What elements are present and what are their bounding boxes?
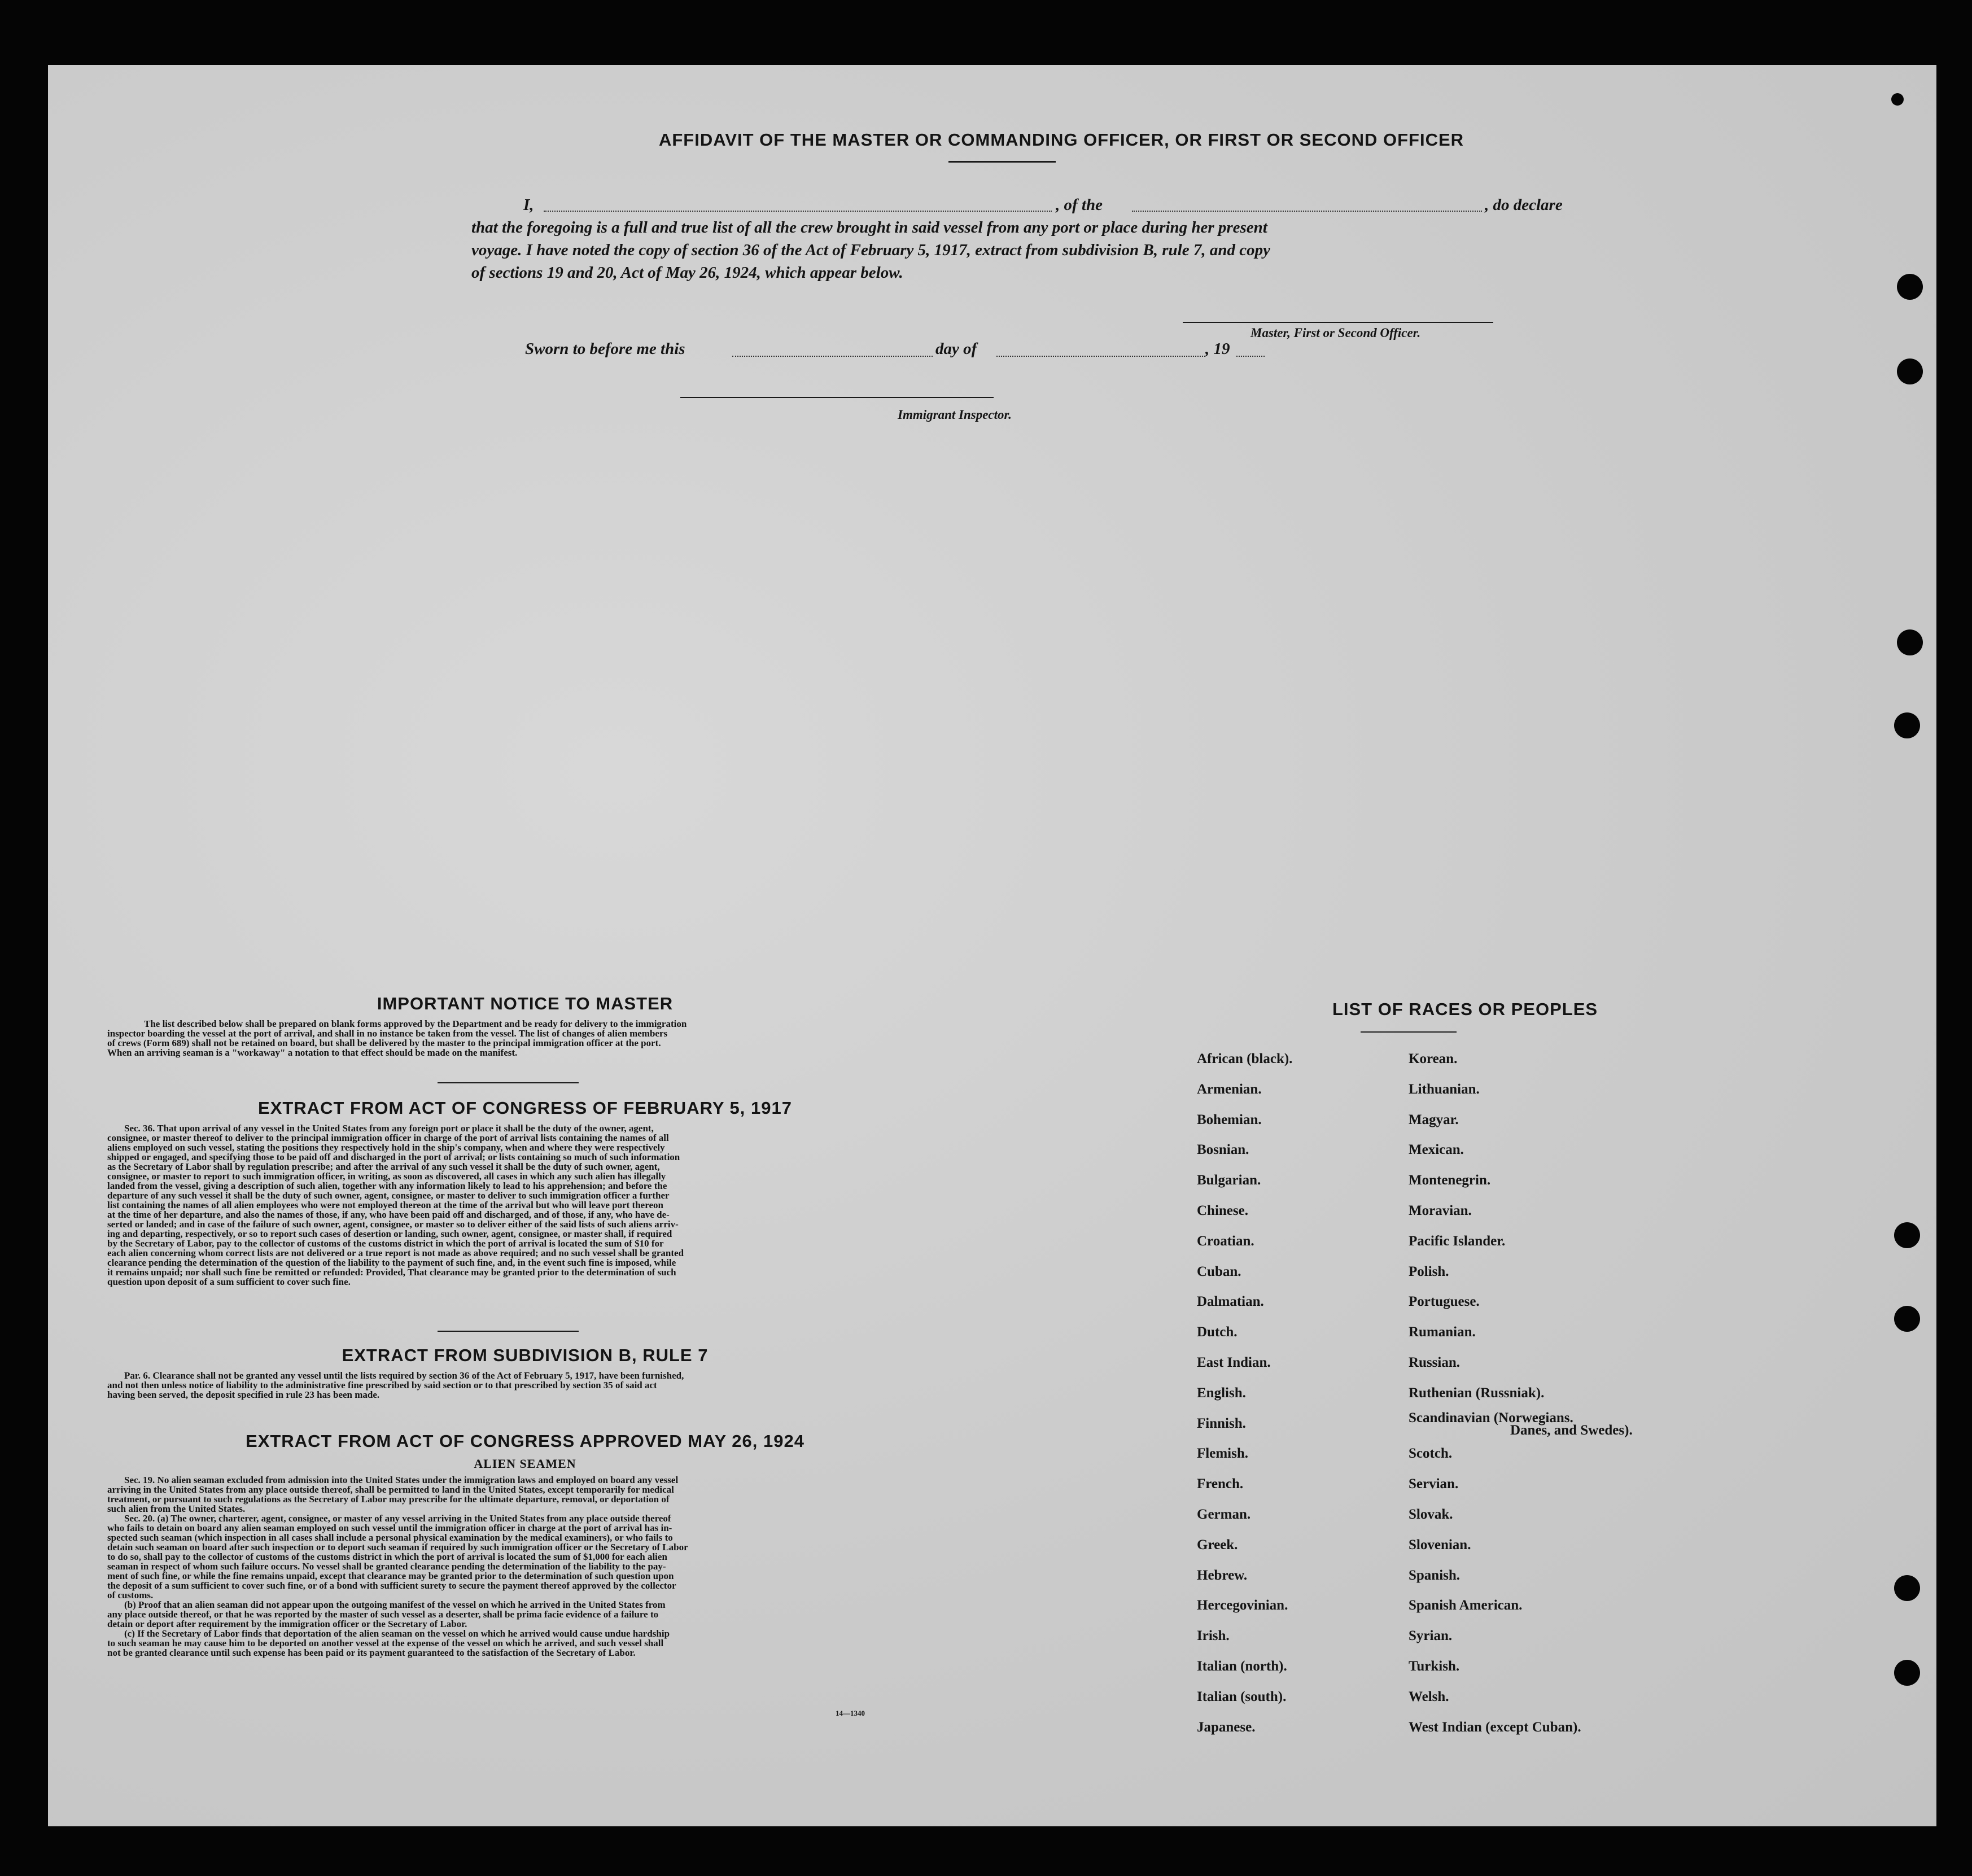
race-right-item: Syrian. bbox=[1409, 1628, 1453, 1643]
extract-1924-line: (c) If the Secretary of Labor finds that deportation of the alien seaman on the vessel on which he arrived would cause undue hardship bbox=[124, 1628, 670, 1639]
extract-1924-line: ment of such fine, or while the fine remains unpaid, except that clearance may be granted prior to the determination of such question upon bbox=[107, 1571, 674, 1581]
sworn-day-line[interactable] bbox=[732, 356, 933, 357]
extract-1917-text bbox=[107, 1123, 971, 1287]
race-right-item: Welsh. bbox=[1409, 1689, 1449, 1704]
extract-1917-line: each alien concerning whom correct lists are not delivered or a true report is not made as above required; and no such vessel shall be granted bbox=[107, 1248, 684, 1258]
race-right-continuation: Danes, and Swedes). bbox=[1510, 1423, 1633, 1438]
sworn-month-line[interactable] bbox=[996, 356, 1205, 357]
subdivision-b-line: having been served, the deposit specified in rule 23 has been made. bbox=[107, 1389, 380, 1400]
extract-1917-title: EXTRACT FROM ACT OF CONGRESS OF FEBRUARY 5, 1917 bbox=[258, 1098, 792, 1118]
extract-1924-line: such alien from the United States. bbox=[107, 1503, 246, 1514]
race-left-item: Dutch. bbox=[1197, 1324, 1238, 1340]
extract-1917-line: clearance pending the determination of the question of the liability to the payment of such fine, and, in the event such fine is imposed, while bbox=[107, 1257, 676, 1268]
race-left-item: English. bbox=[1197, 1385, 1246, 1401]
extract-1917-line: it remains unpaid; nor shall such fine be remitted or refunded: Provided, That clearance may be granted prior to the determination of such bbox=[107, 1267, 676, 1278]
affidavit-line-2: that the foregoing is a full and true list of all the crew brought in said vessel from any port or place during her present bbox=[471, 218, 1267, 237]
race-left-item: Finnish. bbox=[1197, 1416, 1246, 1431]
race-right-item: Magyar. bbox=[1409, 1112, 1459, 1127]
race-right-item: Mexican. bbox=[1409, 1142, 1464, 1157]
subdivision-b-text bbox=[107, 1371, 971, 1400]
sworn-year-line[interactable] bbox=[1236, 356, 1265, 357]
extract-1924-line: seaman in respect of whom such failure occurs. No vessel shall be granted clearance pending the determination of the liability to the pay- bbox=[107, 1561, 666, 1572]
binder-hole bbox=[1894, 1660, 1920, 1686]
subdivision-b-title: EXTRACT FROM SUBDIVISION B, RULE 7 bbox=[342, 1345, 709, 1365]
race-left-item: Hercegovinian. bbox=[1197, 1598, 1288, 1613]
notice-text bbox=[107, 1019, 971, 1057]
race-right-item: Turkish. bbox=[1409, 1659, 1460, 1674]
races-rule bbox=[1361, 1031, 1457, 1033]
extract-1917-line: Sec. 36. That upon arrival of any vessel in the United States from any foreign port or place it shall be the duty of the owner, agent, bbox=[124, 1123, 654, 1134]
races-title: LIST OF RACES OR PEOPLES bbox=[1332, 999, 1598, 1019]
section-rule bbox=[438, 1082, 579, 1083]
binder-hole bbox=[1891, 93, 1904, 106]
race-left-item: Hebrew. bbox=[1197, 1568, 1248, 1583]
extract-1924-line: detain such seaman on board after such inspection or to deport such seaman if required by such immigration officer or the Secretary of Labor bbox=[107, 1542, 688, 1553]
master-signature-label: Master, First or Second Officer. bbox=[1250, 326, 1421, 340]
inspector-label: Immigrant Inspector. bbox=[898, 408, 1012, 422]
notice-line: inspector boarding the vessel at the port of arrival, and shall in no instance be taken from the vessel. The list of changes of alien members bbox=[107, 1028, 668, 1039]
race-right-item: Moravian. bbox=[1409, 1203, 1472, 1218]
title-rule bbox=[948, 161, 1056, 163]
extract-1924-line: (b) Proof that an alien seaman did not appear upon the outgoing manifest of the vessel on which he arrived in the United States from bbox=[124, 1599, 666, 1610]
race-right-item: Ruthenian (Russniak). bbox=[1409, 1385, 1545, 1401]
race-right-item: Korean. bbox=[1409, 1051, 1458, 1066]
race-left-item: German. bbox=[1197, 1507, 1251, 1522]
extract-1924-line: to such seaman he may cause him to be deported on another vessel at the expense of the vessel on which he arrived, and such vessel shall bbox=[107, 1638, 664, 1648]
race-left-item: Bosnian. bbox=[1197, 1142, 1249, 1157]
alien-seamen-subtitle: ALIEN SEAMEN bbox=[474, 1457, 576, 1471]
race-right-item: Lithuanian. bbox=[1409, 1082, 1480, 1097]
race-left-item: French. bbox=[1197, 1476, 1244, 1492]
extract-1924-line: not be granted clearance until such expense has been paid or its payment guaranteed to the satisfaction of the Secretary of Labor. bbox=[107, 1647, 636, 1658]
extract-1917-line: serted or landed; and in case of the failure of such owner, agent, consignee, or master so to deliver either of the said lists of such aliens arriv- bbox=[107, 1219, 679, 1230]
day-of-label: day of bbox=[935, 340, 977, 358]
extract-1924-line: of customs. bbox=[107, 1590, 154, 1600]
extract-1924-line: Sec. 19. No alien seaman excluded from admission into the United States under the immigration laws and employed on board any vessel bbox=[124, 1475, 679, 1485]
extract-1924-line: treatment, or pursuant to such regulations as the Secretary of Labor may prescribe for the ultimate departure, removal, or deportation of bbox=[107, 1494, 670, 1505]
extract-1924-line: detain or deport after requirement by the immigration officer or the Secretary of Labor. bbox=[107, 1619, 467, 1629]
extract-1917-line: list containing the names of all alien employees who were not employed thereon at the time of the arrival but who will leave port thereon bbox=[107, 1200, 663, 1210]
race-right-item: Rumanian. bbox=[1409, 1324, 1476, 1340]
race-left-item: Flemish. bbox=[1197, 1446, 1248, 1461]
race-left-item: Italian (south). bbox=[1197, 1689, 1287, 1704]
affidavit-do-declare-label: , do declare bbox=[1485, 196, 1563, 214]
affidavit-line-3: voyage. I have noted the copy of section 36 of the Act of February 5, 1917, extract from subdivision B, rule 7, and copy bbox=[471, 241, 1270, 259]
race-left-item: Greek. bbox=[1197, 1537, 1238, 1553]
binder-hole bbox=[1894, 1306, 1920, 1332]
race-left-item: Bohemian. bbox=[1197, 1112, 1262, 1127]
affidavit-of-the-label: , of the bbox=[1056, 196, 1103, 214]
race-right-item: West Indian (except Cuban). bbox=[1409, 1720, 1581, 1735]
race-right-item: Spanish American. bbox=[1409, 1598, 1523, 1613]
affidavit-line-4: of sections 19 and 20, Act of May 26, 1924, which appear below. bbox=[471, 264, 903, 282]
race-left-item: Cuban. bbox=[1197, 1264, 1241, 1279]
race-left-item: Italian (north). bbox=[1197, 1659, 1287, 1674]
subdivision-b-line: Par. 6. Clearance shall not be granted any vessel until the lists required by section 36 of the Act of February 5, 1917, have been furnished, bbox=[124, 1370, 684, 1381]
extract-1924-line: the deposit of a sum sufficient to cover such fine, or of a bond with sufficient surety to secure the payment thereof approved by the collector bbox=[107, 1580, 676, 1591]
officer-name-line[interactable] bbox=[544, 211, 1052, 212]
extract-1917-line: at the time of her departure, and also the names of those, if any, who have been paid off and discharged, and of those, if any, who have de- bbox=[107, 1209, 670, 1220]
form-number: 14—1340 bbox=[836, 1709, 865, 1717]
race-right-item: Slovak. bbox=[1409, 1507, 1453, 1522]
extract-1924-line: spected such seaman (which inspection in all cases shall include a personal physical examination by the medical examiners), or who fails to bbox=[107, 1532, 673, 1543]
race-left-item: Irish. bbox=[1197, 1628, 1230, 1643]
race-left-item: Bulgarian. bbox=[1197, 1173, 1261, 1188]
race-right-item: Scotch. bbox=[1409, 1446, 1453, 1461]
affidavit-i-label: I, bbox=[523, 196, 534, 214]
race-right-item: Pacific Islander. bbox=[1409, 1234, 1506, 1249]
master-signature-line[interactable] bbox=[1183, 322, 1493, 323]
subdivision-b-line: and not then unless notice of liability to the administrative fine prescribed by said section or to that prescribed by section 35 of said act bbox=[107, 1380, 657, 1390]
binder-hole bbox=[1897, 629, 1923, 655]
vessel-name-line[interactable] bbox=[1132, 211, 1482, 212]
inspector-signature-line[interactable] bbox=[680, 397, 994, 398]
notice-line: When an arriving seaman is a "workaway" a notation to that effect should be made on the manifest. bbox=[107, 1047, 518, 1058]
extract-1917-line: shipped or engaged, and specifying those to be paid off and discharged in the port of arrival; or lists containing so much of such information bbox=[107, 1152, 680, 1162]
extract-1917-line: consignee, or master to report to such immigration officer, in writing, as soon as discovered, all cases in which any such alien has illegally bbox=[107, 1171, 666, 1182]
race-left-item: Dalmatian. bbox=[1197, 1294, 1264, 1309]
notice-title: IMPORTANT NOTICE TO MASTER bbox=[377, 994, 674, 1013]
binder-hole bbox=[1897, 274, 1923, 300]
race-right-item: Montenegrin. bbox=[1409, 1173, 1491, 1188]
binder-hole bbox=[1894, 1575, 1920, 1601]
race-right-item: Russian. bbox=[1409, 1355, 1461, 1370]
section-rule bbox=[438, 1331, 579, 1332]
extract-1917-line: ing and departing, respectively, or so to report such cases of desertion or landing, such owner, agent, consignee, or master shall, if required bbox=[107, 1228, 672, 1239]
extract-1917-line: departure of any such vessel it shall be the duty of such owner, agent, consignee, or master to deliver to such immigration officer a further bbox=[107, 1190, 670, 1201]
race-left-item: Croatian. bbox=[1197, 1234, 1254, 1249]
notice-line: The list described below shall be prepared on blank forms approved by the Department and be ready for delivery to the immigration bbox=[144, 1018, 687, 1029]
race-left-item: Chinese. bbox=[1197, 1203, 1248, 1218]
extract-1924-line: arriving in the United States from any place outside thereof, shall be permitted to land in the United States, except temporarily for medical bbox=[107, 1484, 674, 1495]
notice-line: of crews (Form 689) shall not be retained on board, but shall be delivered by the master to the principal immigration officer at the port. bbox=[107, 1038, 661, 1048]
binder-hole bbox=[1894, 1222, 1920, 1248]
extract-1917-line: consignee, or master thereof to deliver to the principal immigration officer in charge of the port of arrival lists containing the names of all bbox=[107, 1132, 669, 1143]
extract-1917-line: aliens employed on such vessel, stating the positions they respectively hold in the ship's company, when and where they were respectively bbox=[107, 1142, 665, 1153]
race-left-item: Armenian. bbox=[1197, 1082, 1262, 1097]
extract-1917-line: question upon deposit of a sum sufficient to cover such fine. bbox=[107, 1276, 351, 1287]
race-right-item: Servian. bbox=[1409, 1476, 1459, 1492]
race-left-item: East Indian. bbox=[1197, 1355, 1271, 1370]
extract-1917-line: as the Secretary of Labor shall by regulation prescribe; and after the arrival of any such vessel it shall be the duty of such owner, agent, bbox=[107, 1161, 660, 1172]
year-label: , 19 bbox=[1205, 340, 1230, 358]
extract-1924-line: any place outside thereof, or that he was reported by the master of such vessel as a deserter, shall be prima facie evidence of a failure to bbox=[107, 1609, 659, 1620]
extract-1924-text bbox=[107, 1475, 971, 1658]
sworn-label: Sworn to before me this bbox=[525, 340, 685, 358]
race-right-item: Polish. bbox=[1409, 1264, 1449, 1279]
race-right-item: Spanish. bbox=[1409, 1568, 1461, 1583]
extract-1917-line: landed from the vessel, giving a description of such alien, together with any information likely to lead to his apprehension; and before the bbox=[107, 1180, 667, 1191]
document-sheet bbox=[48, 65, 1936, 1826]
race-right-item: Slovenian. bbox=[1409, 1537, 1471, 1553]
extract-1917-line: by the Secretary of Labor, pay to the collector of customs of the customs district in which the port of arrival is located the sum of $10 for bbox=[107, 1238, 664, 1249]
affidavit-title: AFFIDAVIT OF THE MASTER OR COMMANDING OFFICER, OR FIRST OR SECOND OFFICER bbox=[658, 130, 1464, 150]
race-right-item: Portuguese. bbox=[1409, 1294, 1480, 1309]
race-left-item: Japanese. bbox=[1197, 1720, 1256, 1735]
extract-1924-line: who fails to detain on board any alien seaman employed on such vessel until the immigration officer in charge at the port of arrival has in- bbox=[107, 1523, 672, 1533]
extract-1924-line: Sec. 20. (a) The owner, charterer, agent, consignee, or master of any vessel arriving in the United States from any place outside thereof bbox=[124, 1513, 671, 1524]
binder-hole bbox=[1897, 358, 1923, 384]
race-left-item: African (black). bbox=[1197, 1051, 1293, 1066]
race-right-item: Scandinavian (Norwegians. bbox=[1409, 1410, 1573, 1425]
binder-hole bbox=[1894, 712, 1920, 738]
extract-1924-title: EXTRACT FROM ACT OF CONGRESS APPROVED MAY 26, 1924 bbox=[246, 1431, 804, 1451]
extract-1924-line: to do so, shall pay to the collector of customs of the customs district in which the port of arrival is located the sum of $1,000 for each alien bbox=[107, 1551, 667, 1562]
